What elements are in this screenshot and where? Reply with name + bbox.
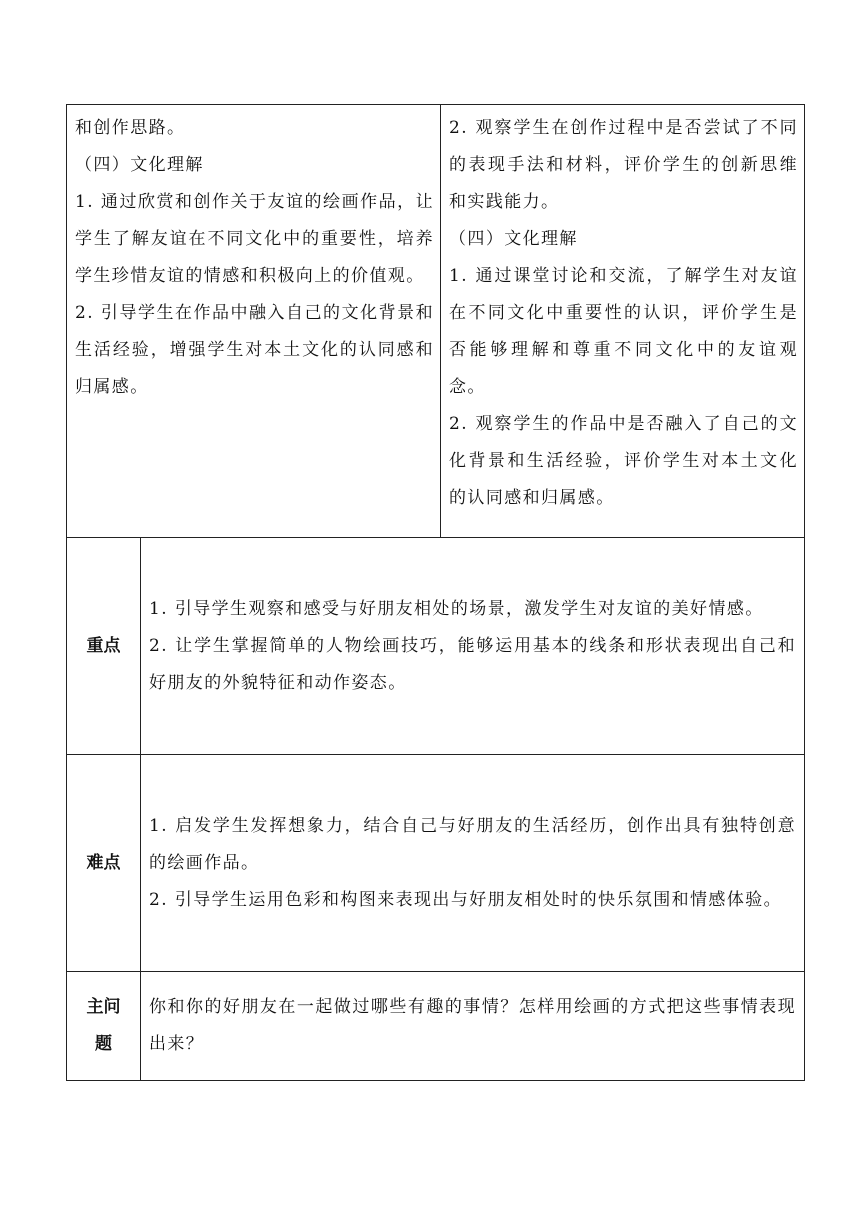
difficulty-2: 2. 引导学生运用色彩和构图来表现出与好朋友相处时的快乐氛围和情感体验。 [149,889,783,910]
table-row-difficulties [67,755,805,972]
objectives-item-2: 2. 引导学生在作品中融入自己的文化背景和生活经验，增强学生对本土文化的认同感和归属感。 [75,303,435,397]
objectives-line: 和创作思路。 [75,118,186,138]
main-question-label-cell [67,972,141,1081]
table-row-culture [67,105,805,538]
main-question-content [141,972,805,1081]
table-row-key-points [67,538,805,755]
main-question-text: 你和你的好朋友在一起做过哪些有趣的事情？怎样用绘画的方式把这些事情表现出来？ [149,997,797,1054]
key-point-2: 2. 让学生掌握简单的人物绘画技巧，能够运用基本的线条和形状表现出自己和好朋友的外貌特征和动作姿态。 [149,635,797,693]
evaluation-cell [441,105,805,538]
evaluation-item-prev-2: 2. 观察学生在创作过程中是否尝试了不同的表现手法和材料，评价学生的创新思维和实践能力。 [449,118,799,212]
key-point-1: 1. 引导学生观察和感受与好朋友相处的场景，激发学生对友谊的美好情感。 [149,598,764,619]
evaluation-item-2: 2. 观察学生的作品中是否融入了自己的文化背景和生活经验，评价学生对本土文化的认同感和归属感。 [449,414,799,508]
table-row-main-question [67,972,805,1081]
objectives-cell [67,105,441,538]
key-points-label: 重点 [67,538,141,755]
difficulty-1: 1. 启发学生发挥想象力，结合自己与好朋友的生活经历，创作出具有独特创意的绘画作品。 [149,815,797,873]
objectives-heading: （四）文化理解 [75,155,204,175]
difficulties-label: 难点 [67,755,141,972]
objectives-item-1: 1. 通过欣赏和创作关于友谊的绘画作品，让学生了解友谊在不同文化中的重要性，培养学生珍惜友谊的情感和积极向上的价值观。 [75,192,435,286]
difficulties-content [141,755,805,972]
main-question-label: 主问题 [86,997,121,1054]
lesson-plan-table [66,104,805,1081]
evaluation-heading: （四）文化理解 [449,229,578,249]
key-points-content [141,538,805,755]
evaluation-item-1: 1. 通过课堂讨论和交流，了解学生对友谊在不同文化中重要性的认识，评价学生是否能够理解和尊重不同文化中的友谊观念。 [449,266,799,397]
